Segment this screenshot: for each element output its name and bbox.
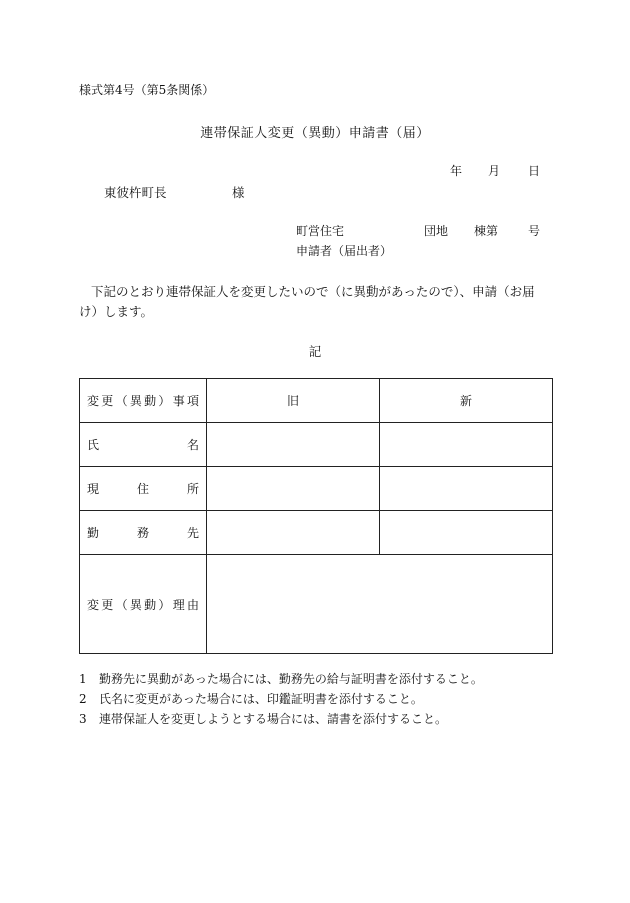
housing-label: 町営住宅 — [296, 224, 345, 238]
label-char: 住 — [136, 482, 149, 496]
reason-label-cell — [80, 555, 207, 654]
name-new-cell[interactable] — [380, 423, 553, 467]
reason-input-cell[interactable] — [207, 555, 553, 654]
reason-row-label — [87, 596, 199, 613]
label-char: 更 — [101, 394, 114, 408]
danchi-label: 団地 — [424, 224, 449, 238]
note-item — [79, 710, 447, 727]
label-char: 更 — [101, 597, 114, 612]
row-label-cell — [80, 511, 207, 555]
note-text: 氏名に変更があった場合には、印鑑証明書を添付すること。 — [99, 692, 423, 706]
item-header-label — [87, 392, 199, 409]
note-number: 1 — [79, 672, 87, 686]
applicant-label: 申請者（届出者） — [296, 244, 393, 258]
label-char: 動 — [144, 597, 157, 612]
label-char: 所 — [186, 482, 199, 496]
name-row-label — [87, 436, 199, 453]
table-row — [80, 511, 553, 555]
address-old-cell[interactable] — [207, 467, 380, 511]
form-number: 様式第4号（第5条関係） — [79, 83, 215, 97]
label-char: 氏 — [87, 438, 100, 452]
date-day-label: 日 — [528, 164, 541, 178]
addressee-honorific: 様 — [232, 185, 245, 200]
label-char: 由 — [186, 597, 199, 612]
label-char: 事 — [172, 394, 185, 408]
date-month-label: 月 — [488, 164, 501, 178]
table-header-row — [80, 379, 553, 423]
label-char: ） — [158, 597, 171, 612]
workplace-old-cell[interactable] — [207, 511, 380, 555]
row-label-cell — [80, 423, 207, 467]
building-label: 棟第 — [474, 224, 499, 238]
label-char: （ — [115, 394, 128, 408]
label-char: 務 — [136, 526, 149, 540]
workplace-row-label — [87, 524, 199, 541]
ki-heading: 記 — [308, 344, 322, 359]
note-number: 2 — [79, 692, 87, 706]
label-char: 変 — [87, 394, 100, 408]
label-char: （ — [115, 597, 128, 612]
change-details-table — [79, 378, 553, 654]
new-header-cell: 新 — [380, 379, 553, 423]
label-char: 項 — [186, 394, 199, 408]
label-char: 異 — [129, 394, 142, 408]
note-item — [79, 670, 483, 687]
label-char: 勤 — [87, 526, 100, 540]
document-title: 連帯保証人変更（異動）申請書（届） — [200, 126, 430, 141]
note-text: 連帯保証人を変更しようとする場合には、請書を添付すること。 — [99, 712, 448, 726]
room-number-label: 号 — [528, 224, 541, 238]
body-text-line-1: 下記のとおり連帯保証人を変更したいので（に異動があったので）、申請（お届 — [91, 284, 535, 299]
table-row — [80, 467, 553, 511]
note-text: 勤務先に異動があった場合には、勤務先の給与証明書を添付すること。 — [99, 672, 483, 686]
old-header-cell: 旧 — [207, 379, 380, 423]
note-item — [79, 690, 423, 707]
name-old-cell[interactable] — [207, 423, 380, 467]
body-text-line-2: け）します。 — [79, 304, 154, 319]
label-char: 変 — [87, 597, 100, 612]
workplace-new-cell[interactable] — [380, 511, 553, 555]
label-char: 異 — [129, 597, 142, 612]
label-char: 先 — [186, 526, 199, 540]
row-label-cell — [80, 467, 207, 511]
table-row — [80, 423, 553, 467]
label-char: ） — [158, 394, 171, 408]
label-char: 理 — [172, 597, 185, 612]
note-number: 3 — [79, 712, 87, 726]
reason-row — [80, 555, 553, 654]
label-char: 動 — [144, 394, 157, 408]
item-header-cell — [80, 379, 207, 423]
address-new-cell[interactable] — [380, 467, 553, 511]
label-char: 名 — [186, 438, 199, 452]
address-row-label — [87, 480, 199, 497]
label-char: 現 — [87, 482, 100, 496]
date-year-label: 年 — [450, 164, 463, 178]
addressee-name: 東彼杵町長 — [104, 185, 167, 200]
